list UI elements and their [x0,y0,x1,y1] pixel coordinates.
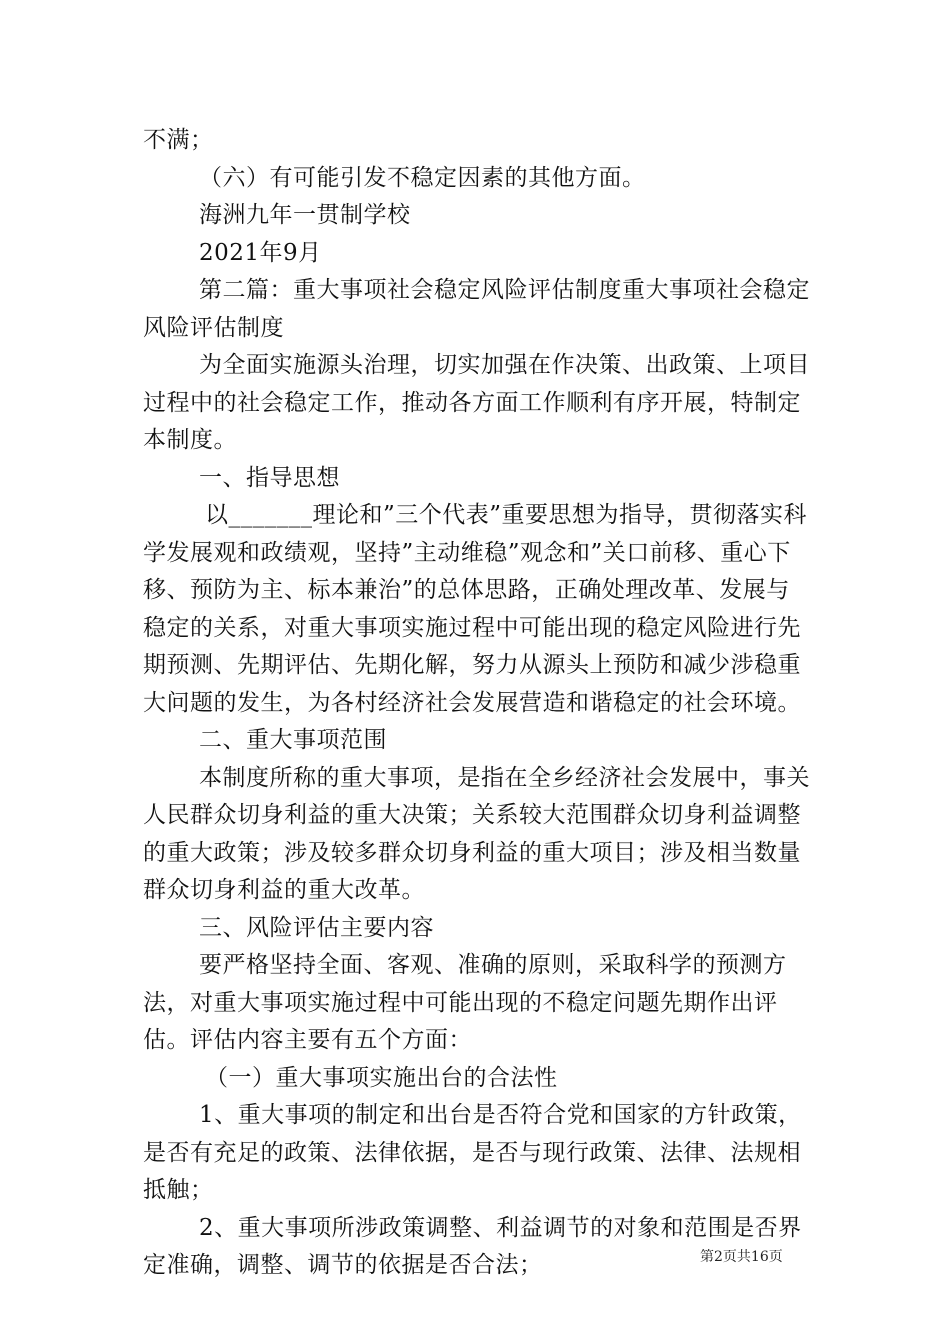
heading-scope: 二、重大事项范围 [199,727,387,753]
paragraph-guiding-ideology: 以_______理论和”三个代表”重要思想为指导，贯彻落实科学发展观和政绩观，坚持”主动维稳”观念和”关口前移、重心下移、预防为主、标本兼治”的总体思路，正确处理改革、发展与稳定的关系，对重大事项实施过程中可能出现的稳定风险进行先期预测、先期评估、先期化解，努力从源头上预防和减少涉稳重大问题的发生，为各村经济社会发展营造和谐稳定的社会环境。 [143,502,808,716]
paragraph-legality-1: 1、重大事项的制定和出台是否符合党和国家的方针政策，是否有充足的政策、法律依据，是否与现行政策、法律、法规相抵触； [143,1102,802,1203]
heading-assessment-content: 三、风险评估主要内容 [199,914,434,941]
section-title: 第二篇：重大事项社会稳定风险评估制度重大事项社会稳定风险评估制度 [143,277,810,341]
page-number: 第2页共16页 [700,1249,783,1265]
school-name: 海洲九年一贯制学校 [199,202,411,228]
paragraph-continuation: 不满； [143,127,214,153]
subheading-legality: （一）重大事项实施出台的合法性 [205,1064,558,1091]
paragraph-scope: 本制度所称的重大事项，是指在全乡经济社会发展中，事关人民群众切身利益的重大决策；关系较大范围群众切身利益调整的重大政策；涉及较多群众切身利益的重大项目；涉及相当数量群众切身利益的重大改革。 [143,764,810,903]
document-body [143,122,811,1285]
paragraph-legality-2: 2、重大事项所涉政策调整、利益调节的对象和范围是否界定准确，调整、调节的依据是否合法； [143,1214,802,1278]
paragraph-intro: 为全面实施源头治理，切实加强在作决策、出政策、上项目过程中的社会稳定工作，推动各方面工作顺利有序开展，特制定本制度。 [143,352,810,453]
heading-guiding-ideology: 一、指导思想 [199,464,340,491]
document-date: 2021年9月 [199,239,322,266]
paragraph-item-six: （六）有可能引发不稳定因素的其他方面。 [199,164,646,191]
paragraph-assessment-content: 要严格坚持全面、客观、准确的原则，采取科学的预测方法，对重大事项实施过程中可能出现的不稳定问题先期作出评估。评估内容主要有五个方面： [143,952,787,1053]
